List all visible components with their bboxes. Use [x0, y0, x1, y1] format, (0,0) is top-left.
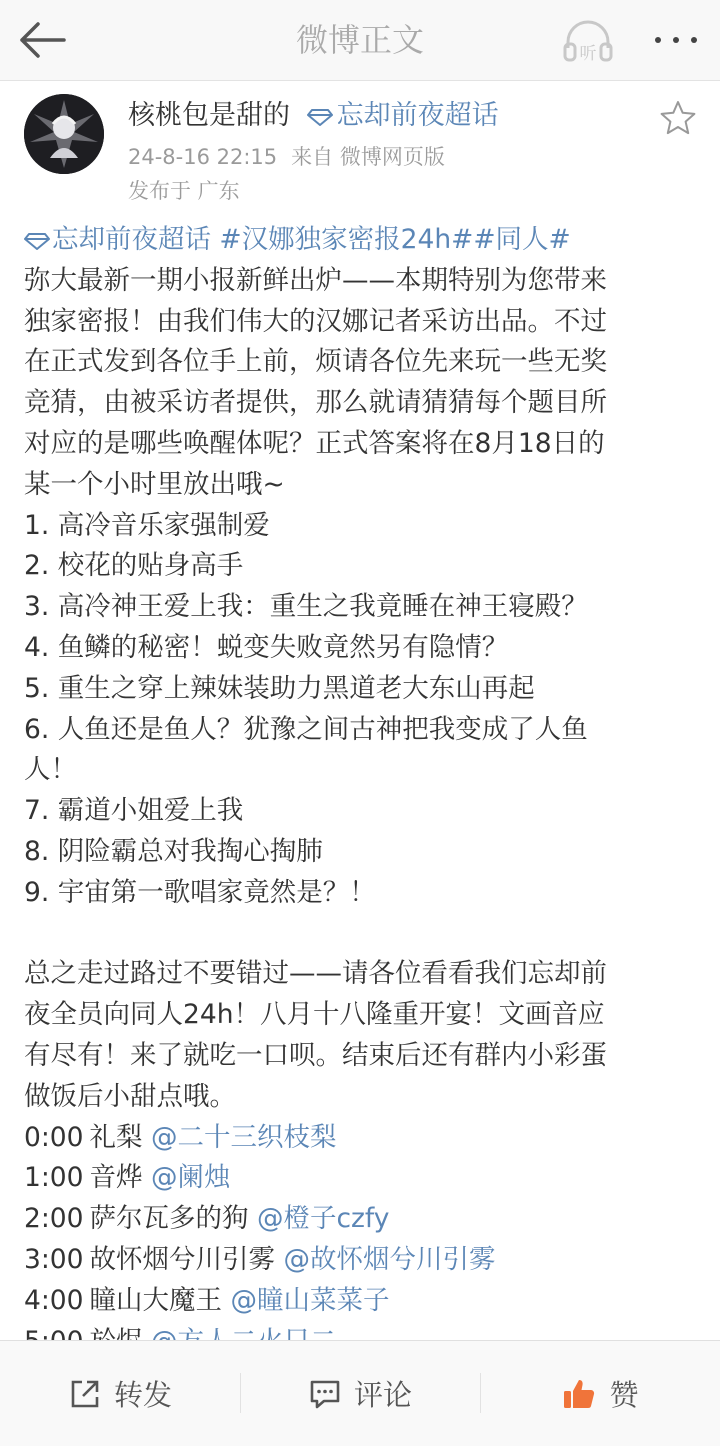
guess-list: [24, 506, 704, 914]
diamond-icon: [24, 232, 50, 250]
user-mention-link[interactable]: @瞳山菜菜子: [230, 1284, 390, 1316]
schedule-author-name: 礼梨: [89, 1121, 143, 1153]
repost-icon: [68, 1377, 102, 1411]
user-mention-link[interactable]: @橙子czfy: [256, 1203, 390, 1235]
top-bar: [0, 0, 720, 81]
thumbs-up-icon: [561, 1376, 597, 1412]
post-text-line: 某一个小时里放出哦~: [24, 468, 285, 500]
schedule-row: [24, 1281, 704, 1322]
guess-item: 3. 高冷神王爱上我：重生之我竟睡在神王寝殿？: [24, 591, 588, 623]
schedule-time: 4:00: [24, 1284, 84, 1316]
headphones-icon: [560, 16, 616, 66]
post-text-line: 有尽有！来了就吃一口呗。结束后还有群内小彩蛋: [24, 1039, 607, 1071]
guess-item: 1. 高冷音乐家强制爱: [24, 509, 270, 541]
like-button[interactable]: [480, 1341, 720, 1446]
user-mention-link[interactable]: @二十三织枝梨: [150, 1121, 337, 1153]
comment-button[interactable]: [240, 1341, 480, 1446]
like-label: 赞: [609, 1378, 639, 1412]
guess-item: 2. 校花的贴身高手: [24, 550, 244, 582]
post-meta: [128, 142, 445, 172]
page-title: 微博正文: [295, 21, 424, 59]
schedule-time: 3:00: [24, 1243, 84, 1275]
post-text-line: 做饭后小甜点哦。: [24, 1080, 236, 1112]
post-text-line: 总之走过路过不要错过——请各位看看我们忘却前: [24, 958, 607, 990]
more-options-button[interactable]: [648, 18, 704, 62]
guess-item: 5. 重生之穿上辣妹装助力黑道老大东山再起: [24, 672, 535, 704]
blank-line: [24, 914, 704, 955]
post-text-line: 弥大最新一期小报新鲜出炉——本期特别为您带来: [24, 264, 607, 296]
schedule-time: 1:00: [24, 1162, 84, 1194]
guess-item: 4. 鱼鳞的秘密！蜕变失败竟然另有隐情？: [24, 631, 509, 663]
star-icon: [658, 98, 698, 138]
schedule-row: [24, 1240, 704, 1281]
post-tags-text: 忘却前夜超话 #汉娜独家密报24h##同人#: [52, 224, 571, 255]
schedule-author-name: 萨尔瓦多的狗: [89, 1203, 249, 1235]
favorite-button[interactable]: [658, 98, 698, 138]
comment-label: 评论: [353, 1378, 412, 1412]
author-name[interactable]: 核桃包是甜的: [128, 100, 290, 131]
user-mention-link[interactable]: @阑烛: [150, 1162, 231, 1194]
schedule-author-name: 音烨: [89, 1162, 143, 1194]
schedule-author-name: 故怀烟兮川引雾: [89, 1243, 276, 1275]
post-intro: [24, 261, 704, 506]
avatar-image: [24, 94, 104, 174]
guess-item: 9. 宇宙第一歌唱家竟然是？！: [24, 876, 376, 908]
listen-label: 听: [579, 44, 597, 64]
schedule-row: [24, 1158, 704, 1199]
repost-label: 转发: [113, 1378, 172, 1412]
schedule-author-name: 瞳山大魔王: [89, 1284, 223, 1316]
topic-link-label: 忘却前夜超话: [336, 100, 499, 131]
post-source: 来自 微博网页版: [291, 145, 445, 169]
guess-item: 人！: [24, 754, 77, 786]
guess-item: 6. 人鱼还是鱼人？犹豫之间古神把我变成了人鱼: [24, 713, 588, 745]
user-mention-link[interactable]: @故怀烟兮川引雾: [283, 1243, 496, 1275]
schedule-time: 0:00: [24, 1121, 84, 1153]
post-time: 24-8-16 22:15: [128, 145, 278, 169]
author-avatar[interactable]: [24, 94, 104, 174]
post-text-line: 对应的是哪些唤醒体呢？正式答案将在8月18日的: [24, 427, 605, 459]
post-text-line: 竞猜，由被采访者提供，那么就请猜猜每个题目所: [24, 387, 607, 419]
more-dots-icon: [648, 18, 704, 62]
guess-item: 8. 阴险霸总对我掏心掏肺: [24, 835, 323, 867]
post-location: 发布于 广东: [128, 179, 240, 203]
schedule-list: [24, 1118, 704, 1363]
post-tags[interactable]: [24, 220, 704, 261]
schedule-row: [24, 1118, 704, 1159]
guess-item: 7. 霸道小姐爱上我: [24, 795, 244, 827]
post-content: [24, 220, 704, 1362]
author-line: [128, 96, 499, 136]
listen-button[interactable]: [560, 16, 616, 66]
post-text-line: 在正式发到各位手上前，烦请各位先来玩一些无奖: [24, 346, 607, 378]
diamond-icon: [307, 108, 333, 126]
repost-button[interactable]: [0, 1341, 240, 1446]
schedule-time: 2:00: [24, 1203, 84, 1235]
post-text-line: 夜全员向同人24h！八月十八隆重开宴！文画音应: [24, 999, 605, 1031]
bottom-action-bar: [0, 1340, 720, 1446]
post-text-line: 独家密报！由我们伟大的汉娜记者采访出品。不过: [24, 305, 607, 337]
schedule-row: [24, 1199, 704, 1240]
post-outro: [24, 954, 704, 1117]
topic-link[interactable]: [307, 100, 499, 131]
comment-icon: [308, 1377, 342, 1411]
